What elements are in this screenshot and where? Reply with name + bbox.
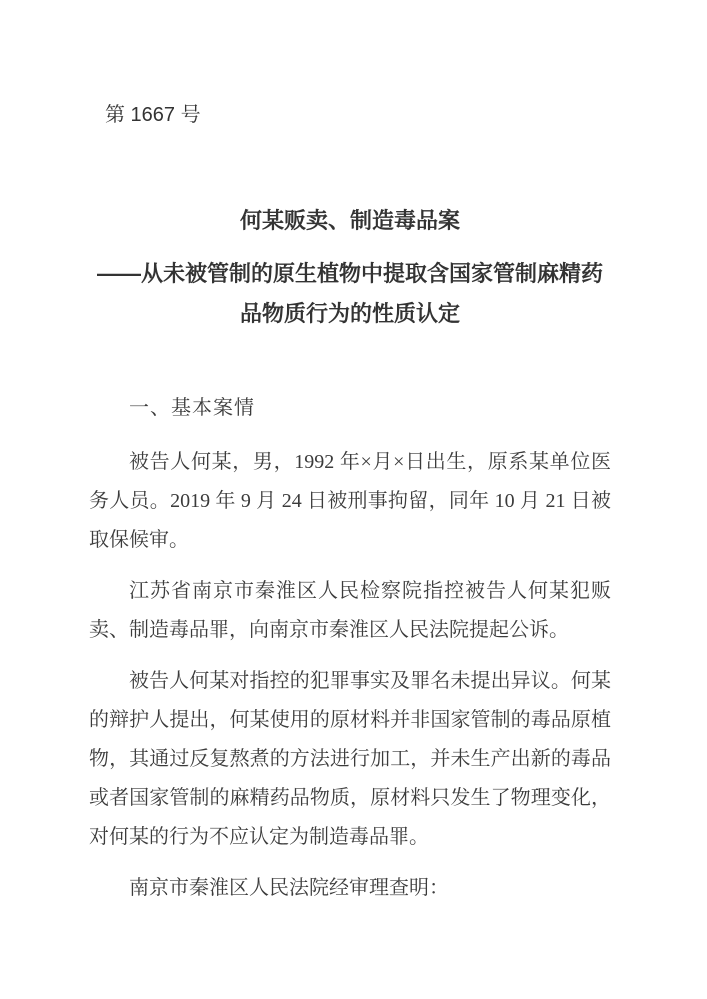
paragraph-court-finding: 南京市秦淮区人民法院经审理查明： [129, 877, 449, 899]
doc-number: 第 1667 号 [105, 104, 201, 126]
paragraph-defendant-info: 被告人何某，男，1992 年×月×日出生，原系某单位医务人员。2019 年 9 月 24 日被刑事拘留，同年 10 月 21 日被取保候审。 [89, 451, 611, 551]
case-title: 何某贩卖、制造毒品案 [239, 208, 460, 233]
paragraph-prosecution: 江苏省南京市秦淮区人民检察院指控被告人何某犯贩卖、制造毒品罪，向南京市秦淮区人民法院提起公诉。 [89, 580, 611, 641]
section-heading: 一、基本案情 [129, 397, 255, 419]
paragraph-defense-argument: 被告人何某对指控的犯罪事实及罪名未提出异议。何某的辩护人提出，何某使用的原材料并非国家管制的毒品原植物，其通过反复熬煮的方法进行加工，并未生产出新的毒品或者国家管制的麻精药品物质，原材料只发生了物理变化，对何某的行为不应认定为制造毒品罪。 [89, 670, 611, 848]
case-subtitle: ——从未被管制的原生植物中提取含国家管制麻精药品物质行为的性质认定 [96, 261, 603, 326]
